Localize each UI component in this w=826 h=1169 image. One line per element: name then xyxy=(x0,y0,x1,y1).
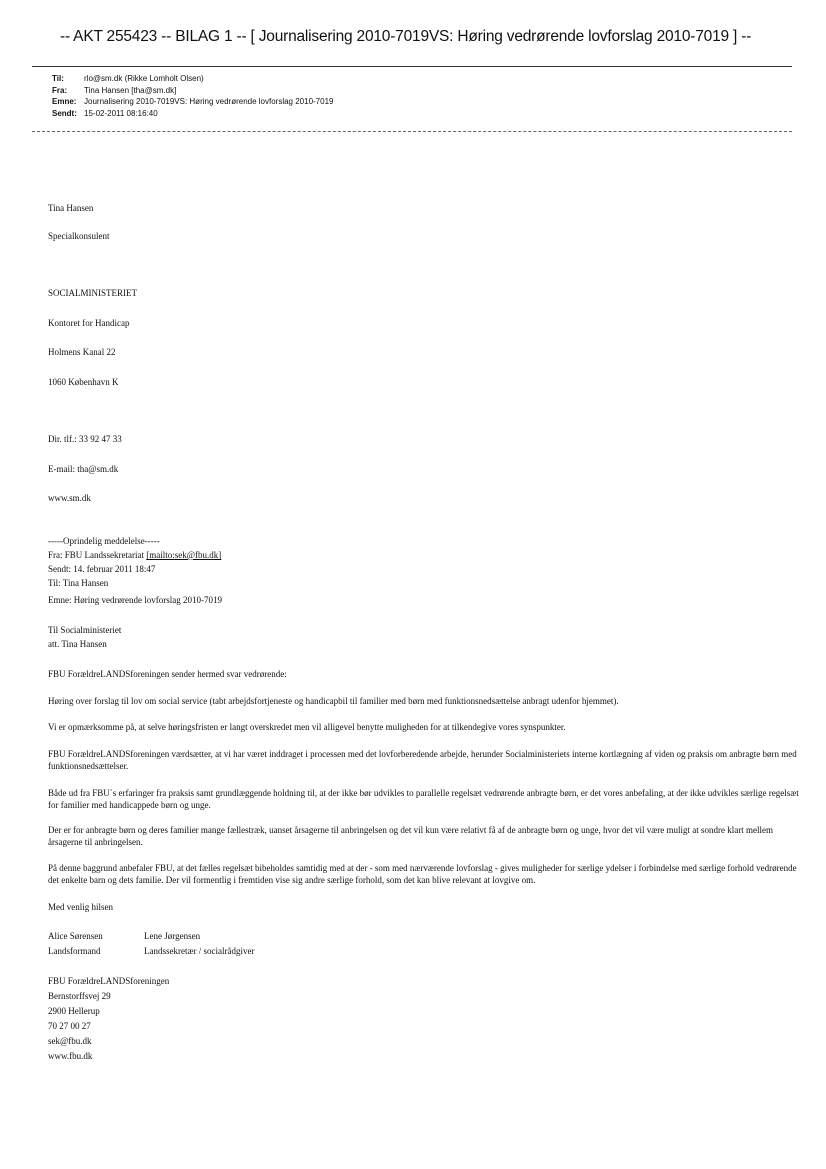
sendt-label: Sendt: xyxy=(52,108,77,118)
email-header-sendt xyxy=(52,108,333,120)
letter-paragraph-5: Der er for anbragte børn og deres familier mange fællestræk, uanset årsagerne til anbringelsen og det vil kun være relativt få af de anbragte børn og unge, hvor det vil være muligt at sondre klart mellem årsagerne til anbringelsen. xyxy=(48,825,774,847)
sender-office: Kontoret for Handicap xyxy=(48,318,130,328)
footer-org: FBU ForældreLANDSforeningen xyxy=(48,976,170,986)
addressee-line-2: att. Tina Hansen xyxy=(48,639,107,649)
sender-title: Specialkonsulent xyxy=(48,231,110,241)
akt-header: -- AKT 255423 -- BILAG 1 -- [ Journalisering 2010-7019VS: Høring vedrørende lovforslag 2010-7019 ] -- xyxy=(60,28,752,45)
fra-value: Tina Hansen [tha@sm.dk] xyxy=(84,85,177,95)
original-emne: Emne: Høring vedrørende lovforslag 2010-7019 xyxy=(48,595,222,605)
email-header-fra xyxy=(52,85,333,97)
til-value: rlo@sm.dk (Rikke Lomholt Olsen) xyxy=(84,74,204,83)
sender-name: Tina Hansen xyxy=(48,203,94,213)
sender-email: E-mail: tha@sm.dk xyxy=(48,464,119,474)
letter-paragraph-3: FBU ForældreLANDSforeningen værdsætter, at vi har været inddraget i processen med det lovforberedende arbejde, herunder Socialministeriets interne kortlægning af viden og praksis om anbragte børn med funktionsnedsættelser. xyxy=(48,749,797,771)
signatory-1-role: Landsformand xyxy=(48,946,101,956)
letter-paragraph-4: Både ud fra FBU´s erfaringer fra praksis samt grundlæggende holdning til, at der ikke bør udvikles to parallelle regelsæt vedrørende anbragte børn, er det vores anbefaling, at der ikke udvikles særlige regelsæt for familier med handicappede børn og unge. xyxy=(48,788,799,810)
emne-value: Journalisering 2010-7019VS: Høring vedrørende lovforslag 2010-7019 xyxy=(84,97,334,106)
original-fra-prefix: Fra: FBU Landssekretariat xyxy=(48,550,147,560)
sender-phone: Dir. tlf.: 33 92 47 33 xyxy=(48,434,122,444)
footer-city: 2900 Hellerup xyxy=(48,1006,100,1016)
footer-phone: 70 27 00 27 xyxy=(48,1021,91,1031)
signatory-1-name: Alice Sørensen xyxy=(48,931,103,941)
mailto-link[interactable]: [mailto:sek@fbu.dk] xyxy=(146,550,222,560)
original-til: Til: Tina Hansen xyxy=(48,578,109,588)
addressee-line-1: Til Socialministeriet xyxy=(48,625,122,635)
original-sendt: Sendt: 14. februar 2011 18:47 xyxy=(48,564,156,574)
fra-label: Fra: xyxy=(52,85,68,95)
letter-closing: Med venlig hilsen xyxy=(48,902,113,912)
sender-org: SOCIALMINISTERIET xyxy=(48,288,137,298)
sender-web[interactable]: www.sm.dk xyxy=(48,493,91,503)
letter-paragraph-2: Vi er opmærksomme på, at selve høringsfristen er langt overskredet men vil alligevel benytte muligheden for at tilkendegive vores synspunkter. xyxy=(48,722,566,732)
email-header-til xyxy=(52,73,333,85)
emne-label: Emne: xyxy=(52,97,77,106)
til-label: Til: xyxy=(52,74,64,83)
header-rule-bottom xyxy=(32,131,792,132)
letter-intro: FBU ForældreLANDSforeningen sender hermed svar vedrørende: xyxy=(48,669,287,679)
email-header-block xyxy=(52,73,333,119)
sender-street: Holmens Kanal 22 xyxy=(48,347,116,357)
header-rule-top xyxy=(32,66,792,67)
signatory-2-name: Lene Jørgensen xyxy=(144,931,201,941)
original-message-marker: -----Oprindelig meddelelse----- xyxy=(48,536,160,546)
signatory-2-role: Landssekretær / socialrådgiver xyxy=(144,946,255,956)
sendt-value: 15-02-2011 08:16:40 xyxy=(84,108,158,118)
letter-paragraph-6: På denne baggrund anbefaler FBU, at det fælles regelsæt bibeholdes samtidig med at der - som med nærværende lovforslag - gives muligheder for særlige ydelser i forbindelse med særlige forhold vedrørende det enkelte barn og dets familie. Der vil formentlig i fremtiden vise sig andre særlige forhold, som det kan blive relevant at lovgive om. xyxy=(48,863,797,885)
letter-paragraph-1: Høring over forslag til lov om social service (tabt arbejdsfortjeneste og handicapbil til familier med børn med funktionsnedsættelse anbragt udenfor hjemmet). xyxy=(48,696,619,706)
footer-street: Bernstorffsvej 29 xyxy=(48,991,111,1001)
footer-email[interactable]: sek@fbu.dk xyxy=(48,1036,92,1046)
email-header-emne xyxy=(52,96,333,108)
original-fra xyxy=(48,550,221,560)
footer-web[interactable]: www.fbu.dk xyxy=(48,1051,93,1061)
sender-city: 1060 København K xyxy=(48,377,119,387)
